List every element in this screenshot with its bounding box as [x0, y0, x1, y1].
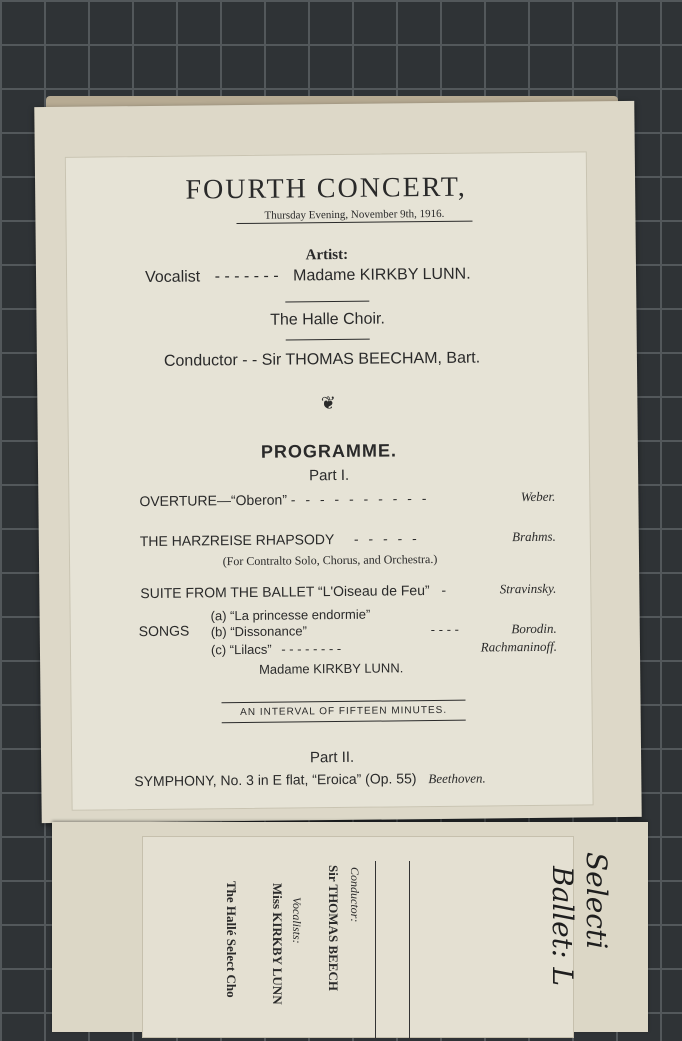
printed-sheet: [65, 151, 594, 810]
part-two-heading: Part II.: [309, 748, 355, 767]
concert-date: Thursday Evening, November 9th, 1916.: [236, 208, 472, 224]
vocalist-label: Vocalist: [144, 268, 201, 287]
song-title: “Dissonance”: [230, 623, 307, 640]
lower-sheet: [142, 836, 574, 1038]
item-title: THE HARZREISE RHAPSODY: [139, 531, 335, 550]
item-title: SUITE FROM THE BALLET “L'Oiseau de Feu”: [140, 582, 430, 602]
song-letter: (c): [210, 642, 227, 658]
handwritten-note: Selecti: [580, 852, 613, 950]
vocalist-name: Madame KIRKBY LUNN.: [292, 265, 471, 285]
programme-item-overture: [139, 489, 555, 509]
conductor-name: - Sir THOMAS BEECHAM, Bart.: [251, 349, 481, 369]
concert-title: FOURTH CONCERT,: [185, 171, 467, 206]
lower-conductor-name: Sir THOMAS BEECH: [326, 865, 341, 991]
song-letter: (b): [210, 624, 227, 640]
vocalist-dashes: - - - - - - -: [214, 267, 279, 286]
item-dots: - - - - - - - - - -: [290, 490, 430, 508]
item-dots: - - - - -: [353, 530, 420, 547]
programme-heading: PROGRAMME.: [260, 440, 397, 462]
rhapsody-note: (For Contralto Solo, Chorus, and Orchestra.): [222, 551, 438, 569]
songs-label: SONGS: [138, 622, 190, 640]
programme-item-suite: [140, 581, 556, 601]
artist-heading: Artist:: [305, 246, 349, 264]
conductor-line: [164, 350, 480, 371]
song-composer: Rachmaninoff.: [480, 638, 558, 655]
ornament-icon: ❦: [320, 393, 337, 414]
programme-item-symphony: [134, 769, 486, 790]
song-item: [211, 621, 557, 640]
lower-vocalist-name: Miss KIRKBY LUNN: [270, 883, 285, 1005]
item-dots: -: [441, 581, 450, 598]
item-composer: Stravinsky.: [499, 580, 557, 597]
song-dots: - - - - - - - -: [281, 640, 342, 657]
item-composer: Beethoven.: [428, 770, 486, 787]
choir-line: The Halle Choir.: [270, 310, 385, 329]
divider: [285, 301, 369, 303]
interval-notice: AN INTERVAL OF FIFTEEN MINUTES.: [222, 700, 466, 724]
divider: [286, 339, 370, 341]
item-title: SYMPHONY, No. 3 in E flat, “Eroica” (Op. 55): [134, 770, 417, 790]
item-title: OVERTURE—“Oberon”: [139, 491, 288, 510]
conductor-caption: Conductor:: [348, 867, 362, 923]
vocalist-line: [145, 266, 471, 287]
lower-choir-name: The Hallé Select Cho: [224, 881, 239, 998]
song-item: [211, 607, 371, 624]
conductor-label: Conductor -: [163, 351, 248, 370]
song-composer: Borodin.: [511, 620, 557, 637]
song-letter: (a): [210, 608, 227, 624]
lower-page: [52, 822, 648, 1032]
item-composer: Brahms.: [512, 528, 556, 545]
divider: [409, 861, 410, 1041]
item-composer: Weber.: [520, 488, 556, 505]
part-one-heading: Part I.: [309, 466, 350, 485]
songs-performer: Madame KIRKBY LUNN.: [258, 660, 404, 677]
handwritten-note: Ballet: L: [546, 866, 579, 986]
programme-item-rhapsody: [140, 529, 556, 549]
song-dots: - - - -: [430, 621, 459, 638]
vocalists-caption: Vocalists:: [290, 897, 304, 944]
programme-page: [34, 101, 641, 823]
song-title: “La princesse endormie”: [230, 606, 371, 624]
song-title: “Lilacs”: [229, 641, 272, 658]
divider: [375, 861, 376, 1041]
song-item: [211, 639, 557, 658]
